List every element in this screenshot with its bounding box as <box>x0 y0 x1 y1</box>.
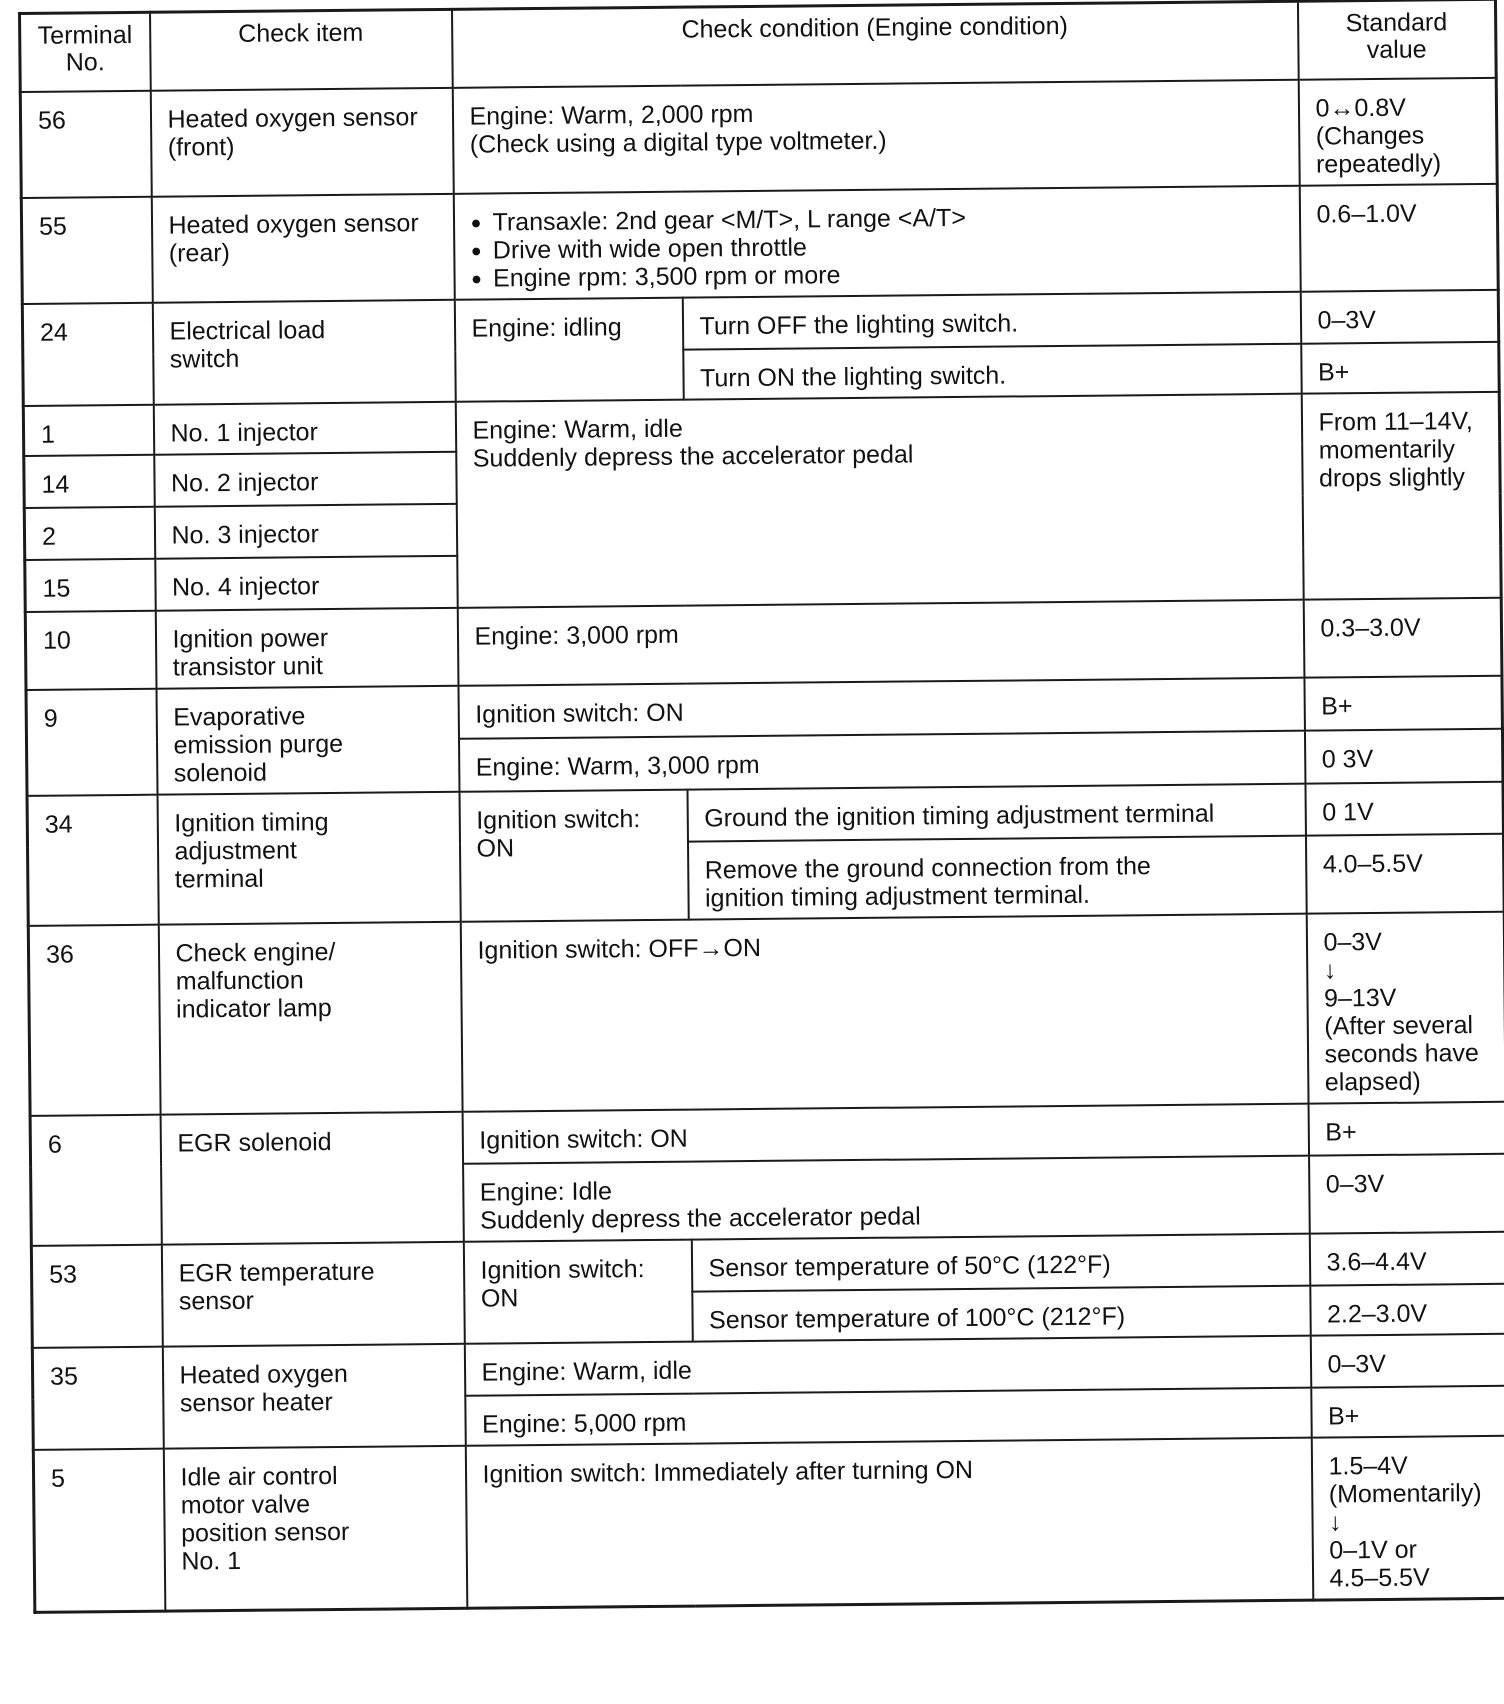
terminal-no: 6 <box>30 1114 161 1245</box>
check-item: EGR solenoid <box>160 1111 463 1244</box>
standard-value: 4.0–5.5V <box>1305 833 1504 913</box>
table-row <box>33 1435 1504 1612</box>
check-item: Ignition power transistor unit <box>155 607 458 688</box>
standard-value: 0–3V ↓ 9–13V (After several seconds have elapsed) <box>1306 911 1504 1103</box>
check-item: EGR temperature sensor <box>161 1241 464 1346</box>
standard-value: B+ <box>1311 1385 1504 1437</box>
check-item: Electrical load switch <box>152 299 455 404</box>
sub-condition: Remove the ground connection from the ignition timing adjustment terminal. <box>687 835 1306 919</box>
sub-condition: Turn OFF the lighting switch. <box>682 291 1300 349</box>
check-condition: Ignition switch: ON <box>458 677 1304 738</box>
terminal-no: 36 <box>28 924 160 1115</box>
header-standard-value: Standard value <box>1297 0 1496 79</box>
terminal-no: 2 <box>24 506 154 559</box>
standard-value: 0.3–3.0V <box>1303 597 1502 677</box>
standard-value: B+ <box>1304 675 1502 730</box>
check-item: No. 3 injector <box>154 503 456 558</box>
terminal-no: 24 <box>22 302 153 405</box>
check-item: Heated oxygen sensor (front) <box>150 87 453 196</box>
terminal-no: 56 <box>20 90 151 197</box>
standard-value: 0↔0.8V (Changes repeatedly) <box>1298 77 1497 185</box>
terminal-no: 10 <box>25 610 156 689</box>
header-row <box>20 0 1497 91</box>
check-condition: Ignition switch: ON <box>462 1103 1308 1163</box>
check-item: No. 1 injector <box>153 401 455 454</box>
check-condition: Engine: Warm, 2,000 rpm (Check using a digital type voltmeter.) <box>452 79 1299 193</box>
condition-bullet: ● Drive with wide open throttle <box>471 228 1287 264</box>
terminal-no: 15 <box>25 558 155 611</box>
standard-value: 0–3V <box>1309 1153 1504 1233</box>
table-row <box>25 597 1502 689</box>
check-condition: Engine: 5,000 rpm <box>465 1387 1311 1445</box>
terminal-no: 5 <box>33 1448 165 1612</box>
check-item: Check engine/ malfunction indicator lamp <box>158 921 462 1114</box>
condition-bullet: ● Transaxle: 2nd gear <M/T>, L range <A/T> <box>470 200 1286 236</box>
standard-value: 0.6–1.0V <box>1299 183 1498 291</box>
header-check-item: Check item <box>150 9 453 90</box>
check-condition: Engine: Warm, idle Suddenly depress the accelerator pedal <box>455 393 1303 607</box>
condition-bullet-list <box>470 200 1287 292</box>
standard-value: 0 3V <box>1304 728 1502 783</box>
check-item: Heated oxygen sensor (rear) <box>151 193 454 302</box>
standard-value: 2.2–3.0V <box>1310 1283 1504 1335</box>
standard-value: 0–3V <box>1310 1333 1504 1387</box>
sub-condition: Turn ON the lighting switch. <box>683 343 1301 399</box>
check-condition: Engine: idling <box>454 297 683 401</box>
table-row <box>21 183 1498 303</box>
terminal-no: 1 <box>23 404 153 455</box>
check-item: No. 2 injector <box>154 451 456 506</box>
header-check-condition: Check condition (Engine condition) <box>451 1 1298 87</box>
check-condition: Ignition switch: ON <box>463 1239 692 1343</box>
terminal-no: 34 <box>27 794 158 925</box>
sub-condition: Ground the ignition timing adjustment terminal <box>687 783 1305 841</box>
check-condition: Engine: 3,000 rpm <box>457 599 1304 685</box>
standard-value: 1.5–4V (Momentarily) ↓ 0–1V or 4.5–5.5V <box>1311 1435 1504 1599</box>
standard-value: 0–3V <box>1300 289 1498 343</box>
check-condition: Engine: Warm, idle <box>464 1335 1310 1395</box>
standard-value: B+ <box>1308 1101 1504 1155</box>
standard-value: 3.6–4.4V <box>1309 1231 1504 1285</box>
check-condition: Engine: Warm, 3,000 rpm <box>458 730 1304 791</box>
check-item: Ignition timing adjustment terminal <box>157 791 460 924</box>
terminal-no: 9 <box>26 688 157 795</box>
table-row <box>20 77 1497 197</box>
check-item: Idle air control motor valve position sensor No. 1 <box>163 1445 467 1610</box>
header-terminal: Terminal No. <box>20 12 151 91</box>
standard-value: 0 1V <box>1305 781 1503 835</box>
standard-value: B+ <box>1301 341 1499 393</box>
table-row <box>28 911 1504 1115</box>
check-item: Evaporative emission purge solenoid <box>156 685 459 794</box>
check-condition: Ignition switch: ON <box>459 789 688 921</box>
terminal-check-table <box>18 0 1504 1613</box>
terminal-no: 55 <box>21 196 152 303</box>
sub-condition: Sensor temperature of 50°C (122°F) <box>691 1233 1309 1291</box>
terminal-no: 14 <box>24 454 154 507</box>
terminal-no: 35 <box>32 1346 163 1449</box>
check-item: Heated oxygen sensor heater <box>162 1343 465 1448</box>
check-condition <box>453 185 1300 299</box>
check-condition: Ignition switch: Immediately after turning ON <box>465 1437 1313 1608</box>
terminal-no: 53 <box>31 1244 162 1347</box>
check-item: No. 4 injector <box>155 555 457 610</box>
sub-condition: Sensor temperature of 100°C (212°F) <box>692 1285 1310 1341</box>
check-condition: Ignition switch: OFF→ON <box>460 913 1308 1111</box>
standard-value: From 11–14V, momentarily drops slightly <box>1301 391 1501 599</box>
condition-bullet: ● Engine rpm: 3,500 rpm or more <box>471 256 1287 292</box>
spec-sheet <box>18 0 1504 1702</box>
check-condition: Engine: Idle Suddenly depress the accelerator pedal <box>463 1155 1310 1241</box>
